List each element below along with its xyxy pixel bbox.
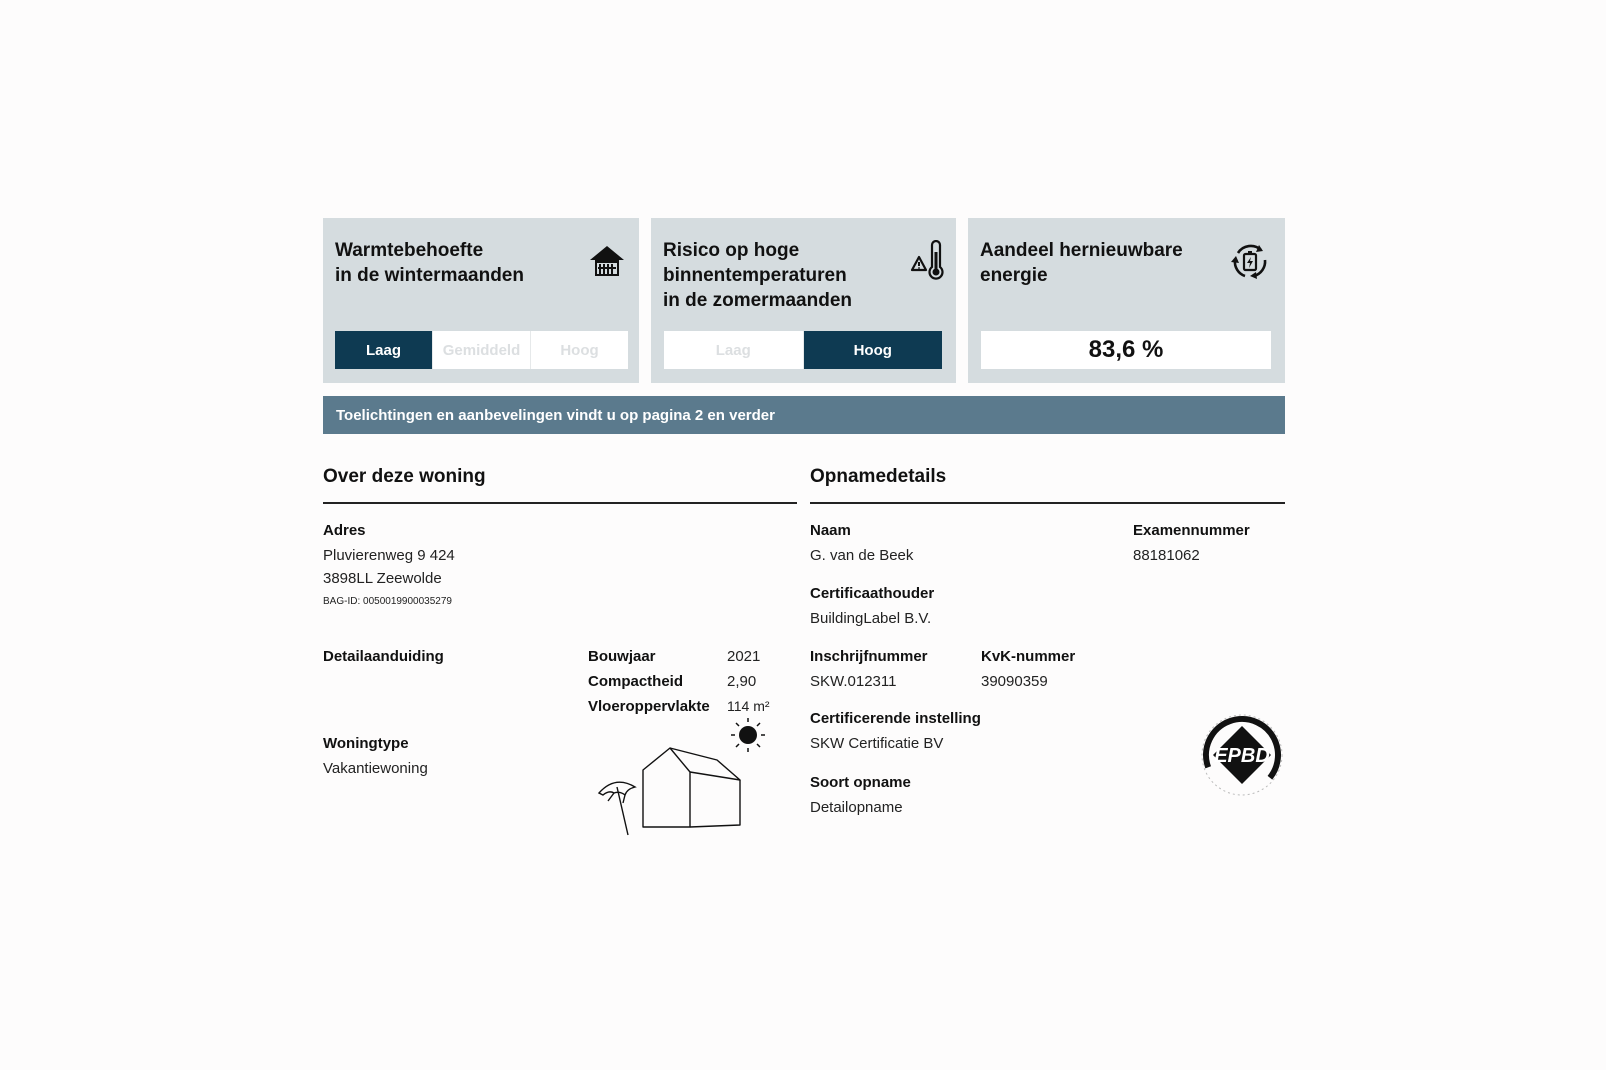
certificerende-instelling-value: SKW Certificatie BV	[810, 735, 944, 752]
kvk-value: 39090359	[981, 673, 1048, 690]
bouwjaar-value: 2021	[727, 648, 761, 665]
overheating-risk-title: Risico op hoge binnentemperaturen in de zomermaanden	[663, 240, 852, 311]
vloeroppervlakte-value: 114 m²	[727, 698, 770, 714]
compactheid-value: 2,90	[727, 673, 757, 690]
soort-opname-value: Detailopname	[810, 799, 903, 816]
kvk-label: KvK-nummer	[981, 648, 1076, 665]
beach-umbrella-icon	[599, 782, 635, 835]
certificaathouder-label: Certificaathouder	[810, 585, 935, 602]
overheat-option-laag: Laag	[664, 331, 804, 369]
section-divider-woning	[323, 502, 797, 504]
section-title-opname: Opnamedetails	[810, 466, 947, 487]
naam-value: G. van de Beek	[810, 547, 914, 564]
house-heating-icon	[586, 240, 628, 282]
vloeroppervlakte-label: Vloeroppervlakte	[588, 698, 710, 715]
adres-label: Adres	[323, 522, 366, 539]
heat-option-hoog: Hoog	[560, 341, 599, 359]
overheating-risk-scale	[664, 331, 942, 369]
woningtype-value: Vakantiewoning	[323, 760, 428, 777]
inschrijfnummer-value: SKW.012311	[810, 673, 897, 690]
renewable-share-card	[968, 218, 1285, 383]
overheating-risk-card	[651, 218, 956, 383]
woningtype-label: Woningtype	[323, 735, 409, 752]
adres-line-1: Pluvierenweg 9 424	[323, 547, 455, 564]
heat-option-gemiddeld: Gemiddeld	[433, 331, 531, 369]
naam-label: Naam	[810, 522, 851, 539]
compactheid-label: Compactheid	[588, 673, 684, 690]
renewable-cycle-icon	[1229, 240, 1271, 282]
section-title-woning: Over deze woning	[323, 466, 486, 487]
overheat-option-hoog: Hoog	[804, 331, 943, 369]
soort-opname-label: Soort opname	[810, 774, 911, 791]
examennummer-value: 88181062	[1133, 547, 1200, 564]
recommendations-banner: Toelichtingen en aanbevelingen vindt u op pagina 2 en verder	[323, 396, 1285, 434]
detailaanduiding-label: Detailaanduiding	[323, 648, 444, 665]
heat-demand-title: Warmtebehoefte in de wintermaanden	[335, 240, 524, 286]
adres-line-2: 3898LL Zeewolde	[323, 570, 442, 587]
epbd-logo-text: EPBD	[1214, 745, 1270, 767]
renewable-share-value: 83,6 %	[981, 331, 1271, 369]
heat-option-laag: Laag	[335, 331, 433, 369]
heat-demand-scale	[335, 331, 628, 369]
sun-icon	[731, 718, 765, 752]
bouwjaar-label: Bouwjaar	[588, 648, 656, 665]
holiday-house-illustration-icon	[595, 715, 780, 840]
renewable-share-title: Aandeel hernieuwbare energie	[980, 240, 1183, 286]
certificaathouder-value: BuildingLabel B.V.	[810, 610, 932, 627]
epbd-logo-icon	[1199, 712, 1285, 798]
heat-demand-card	[323, 218, 639, 383]
thermometer-warning-icon	[909, 240, 951, 282]
examennummer-label: Examennummer	[1133, 522, 1250, 539]
certificerende-instelling-label: Certificerende instelling	[810, 710, 981, 727]
bag-id: BAG-ID: 0050019900035279	[323, 596, 452, 607]
inschrijfnummer-label: Inschrijfnummer	[810, 648, 928, 665]
section-divider-opname	[810, 502, 1285, 504]
